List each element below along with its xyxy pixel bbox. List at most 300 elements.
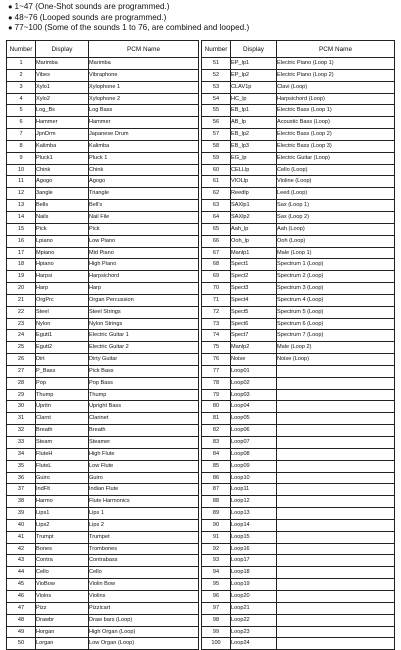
table-row <box>202 318 395 330</box>
number-cell: 88 <box>202 496 231 508</box>
table-row <box>7 484 199 496</box>
pcm-name-cell <box>277 555 395 567</box>
table-row <box>202 555 395 567</box>
number-cell: 11 <box>7 176 36 188</box>
pcm-name-cell: Dirty Guitar <box>89 354 199 366</box>
pcm-name-cell: Steamer <box>89 437 199 449</box>
display-cell: Contra <box>36 555 89 567</box>
number-cell: 9 <box>7 152 36 164</box>
display-cell: Loop07 <box>231 437 277 449</box>
display-cell: EB_lp1 <box>231 105 277 117</box>
table-row <box>7 531 199 543</box>
display-cell: Steam <box>36 437 89 449</box>
pcm-name-cell: Clavi (Loop) <box>277 81 395 93</box>
number-cell: 15 <box>7 223 36 235</box>
pcm-name-cell: Pick <box>89 223 199 235</box>
table-row <box>7 164 199 176</box>
table-row <box>7 140 199 152</box>
display-cell: Hpiano <box>36 259 89 271</box>
pcm-name-cell: High Flute <box>89 448 199 460</box>
display-cell: Spect1 <box>231 259 277 271</box>
pcm-name-cell: Thump <box>89 389 199 401</box>
pcm-name-cell <box>277 437 395 449</box>
display-cell: AB_lp <box>231 117 277 129</box>
display-cell: Horgan <box>36 626 89 638</box>
table-row <box>202 117 395 129</box>
pcm-name-cell: Harpsichord (Loop) <box>277 93 395 105</box>
pcm-name-cell: Contrabass <box>89 555 199 567</box>
number-cell: 32 <box>7 425 36 437</box>
number-cell: 94 <box>202 567 231 579</box>
display-cell: Loop12 <box>231 496 277 508</box>
table-row <box>202 259 395 271</box>
table-row <box>202 105 395 117</box>
display-cell: Guiro <box>36 472 89 484</box>
display-cell: Kalimba <box>36 140 89 152</box>
pcm-name-cell: Agogo <box>89 176 199 188</box>
number-cell: 93 <box>202 555 231 567</box>
pcm-name-cell: Japanese Drum <box>89 129 199 141</box>
table-row <box>202 81 395 93</box>
number-cell: 22 <box>7 306 36 318</box>
display-cell: Chink <box>36 164 89 176</box>
pcm-name-cell: Electric Guitar 1 <box>89 330 199 342</box>
pcm-name-cell: Leed (Loop) <box>277 188 395 200</box>
display-cell: Breath <box>36 425 89 437</box>
pcm-name-cell: Trumpet <box>89 531 199 543</box>
table-row <box>7 437 199 449</box>
pcm-name-cell: Low Piano <box>89 235 199 247</box>
table-row <box>7 105 199 117</box>
table-row <box>7 638 199 650</box>
pcm-name-cell <box>277 531 395 543</box>
number-cell: 55 <box>202 105 231 117</box>
pcm-name-cell: Lips 1 <box>89 508 199 520</box>
display-cell: Pluck1 <box>36 152 89 164</box>
pcm-name-cell <box>277 602 395 614</box>
table-row <box>7 283 199 295</box>
table-row <box>202 626 395 638</box>
display-cell: Agogo <box>36 176 89 188</box>
display-cell: Spect2 <box>231 271 277 283</box>
number-cell: 80 <box>202 401 231 413</box>
display-cell: 3angle <box>36 188 89 200</box>
display-cell: Spect7 <box>231 330 277 342</box>
display-cell: Pizz <box>36 602 89 614</box>
number-cell: 78 <box>202 377 231 389</box>
table-row <box>7 401 199 413</box>
number-cell: 91 <box>202 531 231 543</box>
display-cell: Vibes <box>36 69 89 81</box>
table-row <box>202 93 395 105</box>
display-cell: Spect6 <box>231 318 277 330</box>
number-cell: 59 <box>202 152 231 164</box>
display-cell: Bones <box>36 543 89 555</box>
table-row <box>202 58 395 70</box>
number-cell: 72 <box>202 306 231 318</box>
table-row <box>202 413 395 425</box>
table-row <box>7 472 199 484</box>
number-cell: 98 <box>202 614 231 626</box>
number-cell: 20 <box>7 283 36 295</box>
table-row <box>202 472 395 484</box>
pcm-name-header: PCM Name <box>277 41 395 58</box>
display-cell: Violns <box>36 590 89 602</box>
display-cell: Loop03 <box>231 389 277 401</box>
number-cell: 13 <box>7 200 36 212</box>
pcm-name-cell <box>277 519 395 531</box>
number-cell: 23 <box>7 318 36 330</box>
number-cell: 79 <box>202 389 231 401</box>
number-cell: 87 <box>202 484 231 496</box>
display-cell: Lorgan <box>36 638 89 650</box>
table-row <box>202 377 395 389</box>
table-row <box>202 164 395 176</box>
pcm-name-cell <box>277 543 395 555</box>
number-cell: 62 <box>202 188 231 200</box>
pcm-name-cell <box>277 389 395 401</box>
number-cell: 75 <box>202 342 231 354</box>
pcm-name-cell: Bell's <box>89 200 199 212</box>
number-cell: 47 <box>7 602 36 614</box>
number-cell: 99 <box>202 626 231 638</box>
pcm-name-cell: Pop Bass <box>89 377 199 389</box>
pcm-name-cell: Clarinet <box>89 413 199 425</box>
number-cell: 43 <box>7 555 36 567</box>
pcm-name-cell <box>277 472 395 484</box>
table-row <box>202 294 395 306</box>
display-cell: OrgPrc <box>36 294 89 306</box>
display-cell: Egutt1 <box>36 330 89 342</box>
number-cell: 37 <box>7 484 36 496</box>
table-row <box>7 377 199 389</box>
table-row <box>202 590 395 602</box>
display-cell: EB_lp2 <box>231 129 277 141</box>
pcm-name-cell: Nylon Strings <box>89 318 199 330</box>
display-cell: FluteH <box>36 448 89 460</box>
table-row <box>7 81 199 93</box>
header-row <box>202 41 395 58</box>
display-cell: P_Bass <box>36 365 89 377</box>
table-row <box>7 614 199 626</box>
table-row <box>202 223 395 235</box>
table-row <box>7 496 199 508</box>
display-cell: VIOLlp <box>231 176 277 188</box>
pcm-name-cell <box>277 365 395 377</box>
pcm-name-cell: Harp <box>89 283 199 295</box>
number-cell: 7 <box>7 129 36 141</box>
table-row <box>7 590 199 602</box>
number-cell: 61 <box>202 176 231 188</box>
number-header: Number <box>202 41 231 58</box>
number-cell: 38 <box>7 496 36 508</box>
display-cell: Loop14 <box>231 519 277 531</box>
pcm-name-cell: Pick Bass <box>89 365 199 377</box>
pcm-name-cell: Flute Harmonics <box>89 496 199 508</box>
table-row <box>202 140 395 152</box>
pcm-name-cell: Pluck 1 <box>89 152 199 164</box>
table-row <box>7 247 199 259</box>
number-cell: 96 <box>202 590 231 602</box>
number-cell: 89 <box>202 508 231 520</box>
pcm-name-cell: Electric Piano (Loop 2) <box>277 69 395 81</box>
pcm-table-left <box>6 40 199 650</box>
number-cell: 28 <box>7 377 36 389</box>
number-cell: 53 <box>202 81 231 93</box>
display-cell: Harpsi <box>36 271 89 283</box>
pcm-name-cell <box>277 401 395 413</box>
number-cell: 34 <box>7 448 36 460</box>
pcm-name-cell <box>277 590 395 602</box>
table-row <box>202 484 395 496</box>
number-cell: 74 <box>202 330 231 342</box>
table-row <box>7 389 199 401</box>
display-cell: Loop13 <box>231 508 277 520</box>
number-cell: 70 <box>202 283 231 295</box>
pcm-name-cell: Spectrum 6 (Loop) <box>277 318 395 330</box>
number-cell: 92 <box>202 543 231 555</box>
number-cell: 54 <box>202 93 231 105</box>
display-cell: Loop10 <box>231 472 277 484</box>
pcm-name-cell: Guiro <box>89 472 199 484</box>
table-row <box>7 508 199 520</box>
number-cell: 33 <box>7 437 36 449</box>
display-cell: Log_Bs <box>36 105 89 117</box>
display-cell: CLAV1p <box>231 81 277 93</box>
display-cell: Cello <box>36 567 89 579</box>
table-row <box>7 567 199 579</box>
number-header: Number <box>7 41 36 58</box>
pcm-name-cell: High Organ (Loop) <box>89 626 199 638</box>
pcm-name-cell: Triangle <box>89 188 199 200</box>
number-cell: 31 <box>7 413 36 425</box>
pcm-name-cell <box>277 448 395 460</box>
table-row <box>7 318 199 330</box>
display-cell: Aah_lp <box>231 223 277 235</box>
pcm-name-cell <box>277 638 395 650</box>
number-cell: 83 <box>202 437 231 449</box>
table-row <box>202 401 395 413</box>
display-cell: Loop11 <box>231 484 277 496</box>
number-cell: 42 <box>7 543 36 555</box>
table-row <box>7 58 199 70</box>
display-cell: Lips2 <box>36 519 89 531</box>
table-row <box>7 188 199 200</box>
table-row <box>202 508 395 520</box>
pcm-name-cell: Low Organ (Loop) <box>89 638 199 650</box>
display-cell: Drawbr <box>36 614 89 626</box>
pcm-name-cell: Nail File <box>89 211 199 223</box>
display-cell: Manlp1 <box>231 247 277 259</box>
pcm-name-cell: Electric Bass (Loop 3) <box>277 140 395 152</box>
pcm-name-cell: Indian Flute <box>89 484 199 496</box>
pcm-name-cell: Draw bars (Loop) <box>89 614 199 626</box>
number-cell: 81 <box>202 413 231 425</box>
table-row <box>202 152 395 164</box>
pcm-name-cell: Electric Guitar (Loop) <box>277 152 395 164</box>
pcm-name-cell: Noise (Loop) <box>277 354 395 366</box>
number-cell: 5 <box>7 105 36 117</box>
pcm-name-cell <box>277 425 395 437</box>
display-cell: Ooh_lp <box>231 235 277 247</box>
display-header: Display <box>36 41 89 58</box>
pcm-name-cell: Upright Bass <box>89 401 199 413</box>
table-row <box>202 188 395 200</box>
number-cell: 49 <box>7 626 36 638</box>
table-row <box>7 69 199 81</box>
note-looped: ● 48~76 (Looped sounds are programmed.) <box>8 13 398 24</box>
display-cell: Loop24 <box>231 638 277 650</box>
number-cell: 44 <box>7 567 36 579</box>
pcm-name-cell: Electric Bass (Loop 1) <box>277 105 395 117</box>
table-row <box>202 365 395 377</box>
display-cell: JpnDrm <box>36 129 89 141</box>
number-cell: 50 <box>7 638 36 650</box>
table-row <box>7 294 199 306</box>
pcm-name-cell: Spectrum 4 (Loop) <box>277 294 395 306</box>
pcm-name-cell <box>277 508 395 520</box>
pcm-name-cell: Organ Percussion <box>89 294 199 306</box>
number-cell: 18 <box>7 259 36 271</box>
number-cell: 26 <box>7 354 36 366</box>
table-row <box>7 519 199 531</box>
display-cell: Steel <box>36 306 89 318</box>
number-cell: 77 <box>202 365 231 377</box>
note-combined: ● 77~100 (Some of the sounds 1 to 76, are combined and looped.) <box>8 23 398 34</box>
pcm-name-cell: Male (Loop 2) <box>277 342 395 354</box>
display-cell: Nails <box>36 211 89 223</box>
number-cell: 39 <box>7 508 36 520</box>
number-cell: 30 <box>7 401 36 413</box>
display-cell: Loop22 <box>231 614 277 626</box>
pcm-name-cell: Trombones <box>89 543 199 555</box>
table-row <box>202 638 395 650</box>
notes <box>8 2 398 34</box>
table-row <box>202 567 395 579</box>
display-cell: Loop04 <box>231 401 277 413</box>
display-cell: EP_lp2 <box>231 69 277 81</box>
table-row <box>7 413 199 425</box>
pcm-name-cell: Xylophone 2 <box>89 93 199 105</box>
number-cell: 29 <box>7 389 36 401</box>
display-cell: Lips1 <box>36 508 89 520</box>
table-row <box>7 176 199 188</box>
display-header: Display <box>231 41 277 58</box>
display-cell: FluteL <box>36 460 89 472</box>
number-cell: 24 <box>7 330 36 342</box>
number-cell: 71 <box>202 294 231 306</box>
number-cell: 52 <box>202 69 231 81</box>
table-row <box>7 365 199 377</box>
pcm-name-cell: Electric Piano (Loop 1) <box>277 58 395 70</box>
table-row <box>202 211 395 223</box>
display-cell: CELLlp <box>231 164 277 176</box>
display-cell: Loop15 <box>231 531 277 543</box>
display-cell: Hammer <box>36 117 89 129</box>
number-cell: 100 <box>202 638 231 650</box>
table-row <box>202 235 395 247</box>
pcm-name-cell: High Piano <box>89 259 199 271</box>
number-cell: 56 <box>202 117 231 129</box>
number-cell: 60 <box>202 164 231 176</box>
number-cell: 25 <box>7 342 36 354</box>
number-cell: 66 <box>202 235 231 247</box>
pcm-name-cell: Violin Bow <box>89 579 199 591</box>
table-row <box>202 437 395 449</box>
table-row <box>202 602 395 614</box>
number-cell: 41 <box>7 531 36 543</box>
number-cell: 48 <box>7 614 36 626</box>
table-row <box>202 496 395 508</box>
number-cell: 63 <box>202 200 231 212</box>
pcm-name-cell <box>277 460 395 472</box>
display-cell: Loop01 <box>231 365 277 377</box>
table-row <box>202 579 395 591</box>
pcm-name-cell: Pizzicart <box>89 602 199 614</box>
display-cell: Loop19 <box>231 579 277 591</box>
pcm-name-cell: Violins <box>89 590 199 602</box>
display-cell: IndFlt <box>36 484 89 496</box>
display-cell: Loop08 <box>231 448 277 460</box>
pcm-name-cell: Xylophone 1 <box>89 81 199 93</box>
number-cell: 3 <box>7 81 36 93</box>
table-row <box>202 543 395 555</box>
display-cell: Egutt2 <box>36 342 89 354</box>
number-cell: 46 <box>7 590 36 602</box>
number-cell: 82 <box>202 425 231 437</box>
display-cell: Clarnt <box>36 413 89 425</box>
pcm-name-cell: Ooh (Loop) <box>277 235 395 247</box>
pcm-name-cell: Violine (Loop) <box>277 176 395 188</box>
table-row <box>7 152 199 164</box>
number-cell: 19 <box>7 271 36 283</box>
table-row <box>202 129 395 141</box>
number-cell: 16 <box>7 235 36 247</box>
display-cell: Trumpt <box>36 531 89 543</box>
display-cell: Thump <box>36 389 89 401</box>
display-cell: Loop16 <box>231 543 277 555</box>
display-cell: EP_lp1 <box>231 58 277 70</box>
pcm-name-cell <box>277 484 395 496</box>
number-cell: 12 <box>7 188 36 200</box>
number-cell: 36 <box>7 472 36 484</box>
table-row <box>7 579 199 591</box>
table-row <box>202 271 395 283</box>
pcm-name-cell: Harpsichord <box>89 271 199 283</box>
pcm-name-cell: Sax (Loop 1) <box>277 200 395 212</box>
pcm-name-cell: Acoustic Bass (Loop) <box>277 117 395 129</box>
display-cell: SAXlp2 <box>231 211 277 223</box>
display-cell: Xylo2 <box>36 93 89 105</box>
pcm-name-cell: Cello (Loop) <box>277 164 395 176</box>
table-row <box>7 117 199 129</box>
pcm-name-cell: Spectrum 1 (Loop) <box>277 259 395 271</box>
display-cell: Bells <box>36 200 89 212</box>
table-row <box>202 176 395 188</box>
number-cell: 10 <box>7 164 36 176</box>
table-row <box>7 425 199 437</box>
display-cell: Marimba <box>36 58 89 70</box>
display-cell: Reedlp <box>231 188 277 200</box>
pcm-name-cell <box>277 567 395 579</box>
number-cell: 1 <box>7 58 36 70</box>
pcm-name-cell: Breath <box>89 425 199 437</box>
table-row <box>7 342 199 354</box>
number-cell: 57 <box>202 129 231 141</box>
pcm-name-cell <box>277 496 395 508</box>
pcm-name-cell: Spectrum 2 (Loop) <box>277 271 395 283</box>
table-row <box>7 626 199 638</box>
